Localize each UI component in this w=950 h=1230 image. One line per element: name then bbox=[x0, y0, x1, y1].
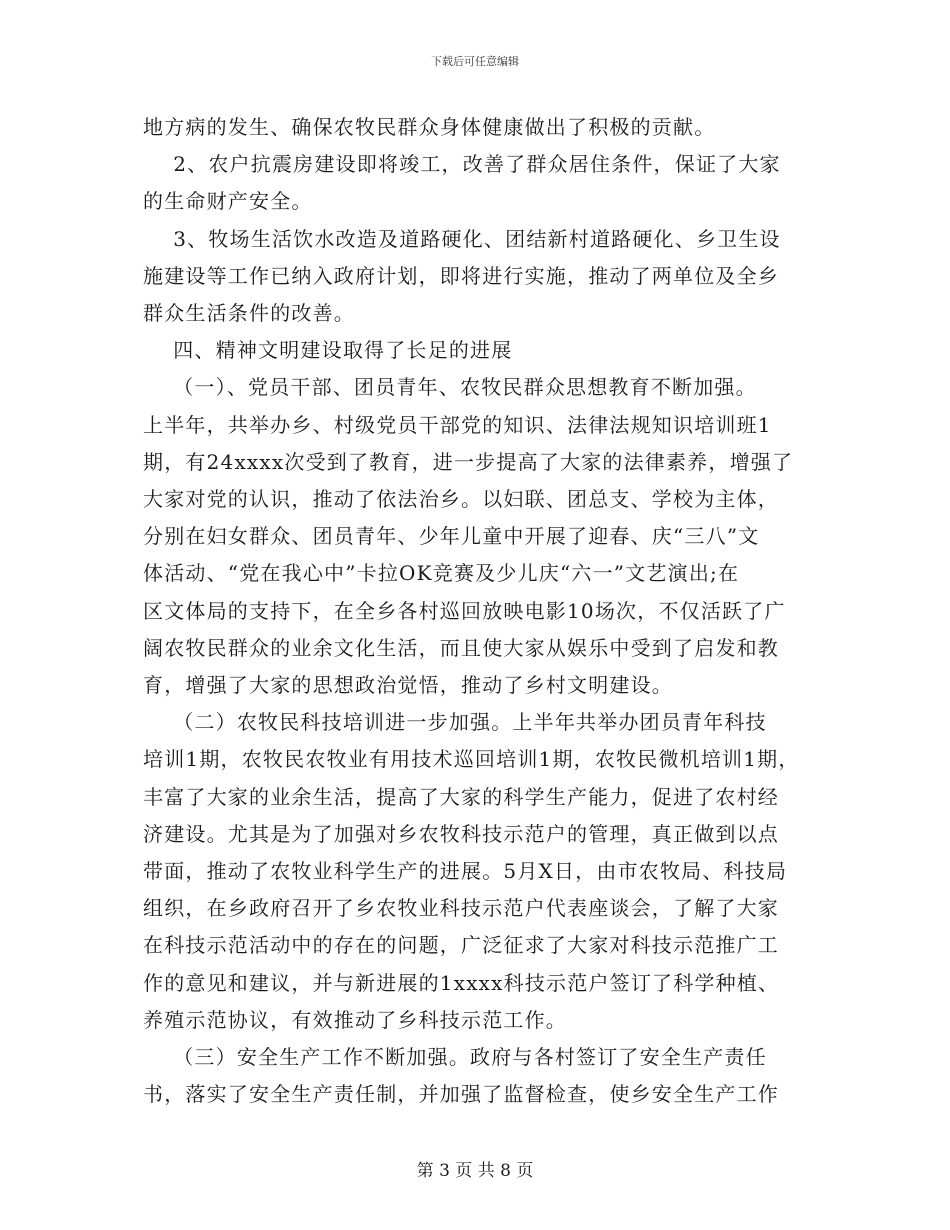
body-line: 大家对党的认识，推动了依法治乡。以妇联、团总支、学校为主体， bbox=[143, 487, 779, 511]
body-line: （三）安全生产工作不断加强。政府与各村签订了安全生产责任 bbox=[143, 1045, 767, 1069]
body-line: 培训1期，农牧民农牧业有用技术巡回培训1期，农牧民微机培训1期， bbox=[143, 747, 800, 771]
header-edit-note: 下载后可任意编辑 bbox=[431, 55, 519, 68]
body-line: 育，增强了大家的思想政治觉悟，推动了乡村文明建设。 bbox=[143, 673, 673, 697]
page-number-footer: 第 3 页 共 8 页 bbox=[416, 1161, 534, 1181]
body-line: 丰富了大家的业余生活，提高了大家的科学生产能力，促进了农村经 bbox=[143, 785, 779, 809]
body-line: 群众生活条件的改善。 bbox=[143, 301, 355, 325]
body-line: 施建设等工作已纳入政府计划，即将进行实施，推动了两单位及全乡 bbox=[143, 264, 779, 288]
body-line: 体活动、“党在我心中”卡拉OK竞赛及少儿庆“六一”文艺演出;在 bbox=[143, 561, 740, 585]
body-line: 区文体局的支持下，在全乡各村巡回放映电影10场次，不仅活跃了广 bbox=[143, 599, 786, 623]
body-line: 组织，在乡政府召开了乡农牧业科技示范户代表座谈会，了解了大家 bbox=[143, 896, 779, 920]
body-line: 期，有24xxxx次受到了教育，进一步提高了大家的法律素养，增强了 bbox=[143, 450, 794, 474]
body-line: 养殖示范协议，有效推动了乡科技示范工作。 bbox=[143, 1008, 567, 1032]
body-line: 书，落实了安全生产责任制，并加强了监督检查，使乡安全生产工作 bbox=[143, 1082, 779, 1106]
body-line: 3、牧场生活饮水改造及道路硬化、团结新村道路硬化、乡卫生设 bbox=[143, 227, 781, 251]
body-line: （二）农牧民科技培训进一步加强。上半年共举办团员青年科技 bbox=[143, 710, 767, 734]
body-line: 济建设。尤其是为了加强对乡农牧科技示范户的管理，真正做到以点 bbox=[143, 822, 779, 846]
body-line: 上半年，共举办乡、村级党员干部党的知识、法律法规知识培训班1 bbox=[143, 413, 772, 437]
body-line: （一）、党员干部、团员青年、农牧民群众思想教育不断加强。 bbox=[143, 375, 757, 399]
body-line: 地方病的发生、确保农牧民群众身体健康做出了积极的贡献。 bbox=[143, 115, 716, 139]
body-line: 在科技示范活动中的存在的问题，广泛征求了大家对科技示范推广工 bbox=[143, 933, 779, 957]
body-line: 作的意见和建议，并与新进展的1xxxx科技示范户签订了科学种植、 bbox=[143, 971, 780, 995]
body-line: 分别在妇女群众、团员青年、少年儿童中开展了迎春、庆“三八”文 bbox=[143, 524, 760, 548]
body-line: 的生命财产安全。 bbox=[143, 189, 313, 213]
body-line: 带面，推动了农牧业科学生产的进展。5月X日，由市农牧局、科技局 bbox=[143, 859, 788, 883]
body-line: 阔农牧民群众的业余文化生活，而且使大家从娱乐中受到了启发和教 bbox=[143, 636, 779, 660]
body-line: 四、精神文明建设取得了长足的进展 bbox=[143, 338, 513, 362]
body-line: 2、农户抗震房建设即将竣工，改善了群众居住条件，保证了大家 bbox=[143, 152, 781, 176]
